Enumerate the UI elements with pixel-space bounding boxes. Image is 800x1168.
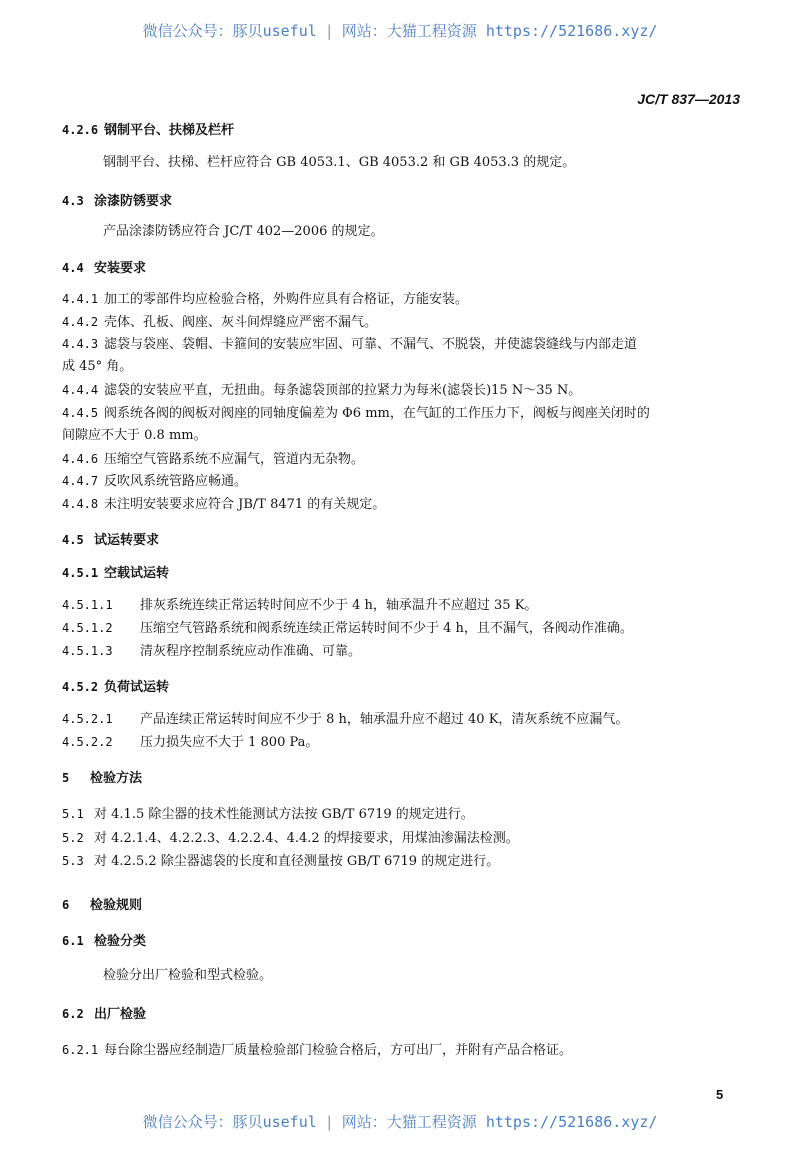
watermark-separator: |	[324, 22, 334, 40]
clause-text: 滤袋的安装应平直，无扭曲。每条滤袋顶部的拉紧力为每米(滤袋长)15 N～35 N。	[104, 383, 582, 398]
clause-text: 对 4.2.5.2 除尘器滤袋的长度和直径测量按 GB/T 6719 的规定进行。	[94, 854, 500, 869]
clause-text: 压力损失应不大于 1 800 Pa。	[140, 735, 319, 750]
clause-number: 5.3	[62, 854, 84, 868]
clause-text: 对 4.2.1.4、4.2.2.3、4.2.2.4、4.4.2 的焊接要求，用煤油渗漏法检测。	[94, 831, 519, 846]
clause-text: 对 4.1.5 除尘器的技术性能测试方法按 GB/T 6719 的规定进行。	[94, 807, 474, 822]
paragraph-line	[62, 643, 361, 660]
clause-text: 排灰系统连续正常运转时间应不少于 4 h，轴承温升不应超过 35 K。	[140, 598, 538, 613]
clause-text: 钢制平台、扶梯及栏杆	[104, 123, 235, 138]
paragraph-line	[62, 382, 581, 399]
paragraph-line	[62, 620, 633, 637]
clause-number: 4.4.3	[62, 337, 99, 351]
paragraph-line	[62, 806, 474, 823]
clause-text: 反吹风系统管路应畅通。	[104, 474, 248, 489]
section-heading	[62, 122, 234, 139]
clause-number: 4.5.1	[62, 566, 99, 580]
clause-text: 检验方法	[90, 771, 143, 786]
paragraph-line	[103, 155, 575, 171]
clause-number: 4.4.6	[62, 452, 99, 466]
clause-number: 5.1	[62, 807, 84, 821]
clause-text: 阀系统各阀的阀板对阀座的同轴度偏差为 Φ6 mm，在气缸的工作压力下，阀板与阀座关闭时的	[104, 406, 650, 421]
section-heading	[62, 770, 142, 787]
section-heading	[62, 1006, 146, 1023]
section-heading	[62, 897, 142, 914]
clause-text: 未注明安装要求应符合 JB/T 8471 的有关规定。	[104, 497, 386, 512]
clause-number: 4.5.1.1	[62, 598, 113, 612]
watermark-top	[0, 20, 800, 41]
clause-text: 产品涂漆防锈应符合 JC/T 402—2006 的规定。	[103, 224, 384, 239]
watermark-bottom	[0, 1111, 800, 1132]
clause-number: 4.4.1	[62, 292, 99, 306]
section-heading	[62, 260, 146, 277]
paragraph-line	[62, 336, 637, 353]
clause-text: 每台除尘器应经制造厂质量检验部门检验合格后，方可出厂，并附有产品合格证。	[104, 1043, 573, 1058]
clause-number: 4.5.2.2	[62, 735, 113, 749]
clause-text: 钢制平台、扶梯、栏杆应符合 GB 4053.1、GB 4053.2 和 GB 4053.3 的规定。	[103, 155, 576, 170]
clause-text: 产品连续正常运转时间应不少于 8 h，轴承温升应不超过 40 K，清灰系统不应漏气。	[140, 712, 629, 727]
watermark-text: 网站：大猫工程资源 https://521686.xyz/	[341, 1113, 658, 1131]
clause-text: 空载试运转	[104, 566, 170, 581]
paragraph-line	[62, 597, 537, 614]
watermark-text: 网站：大猫工程资源 https://521686.xyz/	[341, 22, 658, 40]
paragraph-line	[62, 314, 377, 331]
clause-text: 间隙应不大于 0.8 mm。	[62, 428, 207, 443]
section-heading	[62, 565, 169, 582]
paragraph-line	[62, 405, 650, 422]
clause-text: 试运转要求	[94, 533, 160, 548]
clause-number: 4.3	[62, 194, 84, 208]
clause-number: 4.5.2	[62, 680, 99, 694]
paragraph-line	[103, 224, 384, 240]
clause-number: 4.5.1.3	[62, 644, 113, 658]
clause-text: 压缩空气管路系统和阀系统连续正常运转时间不少于 4 h，且不漏气，各阀动作准确。	[140, 621, 633, 636]
paragraph-line	[62, 496, 385, 513]
paragraph-line	[103, 968, 272, 984]
page-number: 5	[716, 1087, 724, 1102]
clause-text: 负荷试运转	[104, 680, 170, 695]
section-heading	[62, 679, 169, 696]
clause-text: 出厂检验	[94, 1007, 147, 1022]
paragraph-line	[62, 1042, 572, 1059]
clause-text: 安装要求	[94, 261, 147, 276]
clause-number: 4.4.2	[62, 315, 99, 329]
paragraph-line	[62, 853, 499, 870]
clause-number: 5.2	[62, 831, 84, 845]
clause-text: 清灰程序控制系统应动作准确、可靠。	[140, 644, 362, 659]
clause-number: 4.4	[62, 261, 84, 275]
clause-text: 滤袋与袋座、袋帽、卡箍间的安装应牢固、可靠、不漏气、不脱袋，并使滤袋缝线与内部走道	[104, 337, 638, 352]
clause-number: 4.5.2.1	[62, 712, 113, 726]
paragraph-line	[62, 830, 519, 847]
paragraph-line	[62, 734, 318, 751]
clause-number: 6.1	[62, 934, 84, 948]
clause-number: 4.5.1.2	[62, 621, 113, 635]
watermark-separator: |	[324, 1113, 334, 1131]
section-heading	[62, 193, 172, 210]
watermark-text: 微信公众号：豚贝useful	[142, 22, 317, 40]
clause-number: 4.2.6	[62, 123, 99, 137]
clause-number: 6.2	[62, 1007, 84, 1021]
clause-number: 4.4.5	[62, 406, 99, 420]
clause-text: 压缩空气管路系统不应漏气，管道内无杂物。	[104, 452, 365, 467]
clause-text: 检验规则	[90, 898, 143, 913]
paragraph-line	[62, 428, 207, 444]
clause-text: 检验分出厂检验和型式检验。	[103, 968, 273, 983]
clause-number: 4.5	[62, 533, 84, 547]
paragraph-line	[62, 711, 628, 728]
clause-text: 加工的零部件均应检验合格，外购件应具有合格证，方能安装。	[104, 292, 469, 307]
section-heading	[62, 532, 159, 549]
clause-number: 4.4.4	[62, 383, 99, 397]
clause-text: 成 45° 角。	[62, 359, 133, 374]
clause-number: 4.4.8	[62, 497, 99, 511]
paragraph-line	[62, 473, 247, 490]
standard-number: JC/T 837—2013	[637, 91, 740, 107]
paragraph-line	[62, 359, 132, 375]
clause-text: 涂漆防锈要求	[94, 194, 173, 209]
paragraph-line	[62, 291, 468, 308]
paragraph-line	[62, 451, 364, 468]
clause-text: 壳体、孔板、阀座、灰斗间焊缝应严密不漏气。	[104, 315, 378, 330]
clause-number: 4.4.7	[62, 474, 99, 488]
watermark-text: 微信公众号：豚贝useful	[142, 1113, 317, 1131]
section-heading	[62, 933, 146, 950]
clause-text: 检验分类	[94, 934, 147, 949]
clause-number: 6	[62, 898, 70, 912]
clause-number: 6.2.1	[62, 1043, 99, 1057]
clause-number: 5	[62, 771, 70, 785]
